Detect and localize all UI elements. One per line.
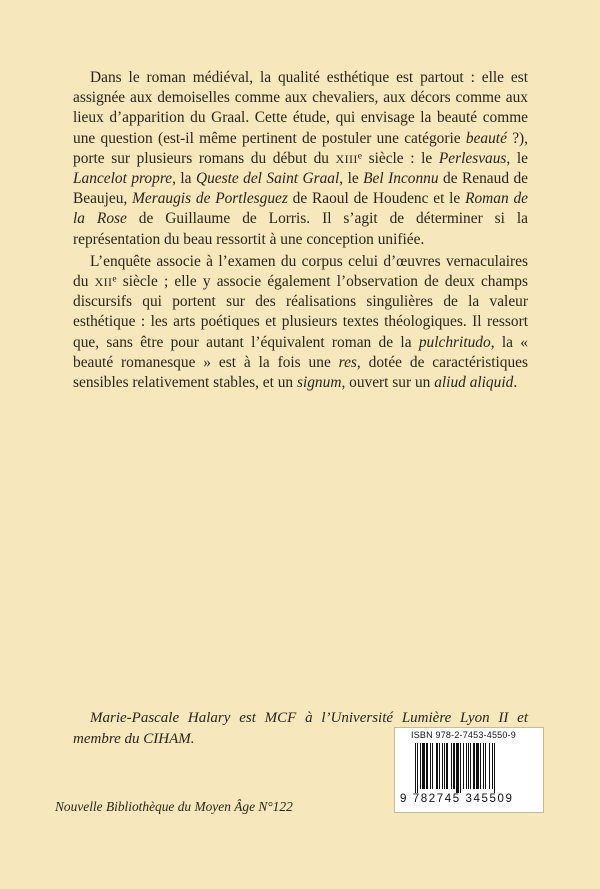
text-run: , la <box>172 170 196 188</box>
title-queste: Queste del Saint Graal <box>195 170 340 188</box>
text-run: , la « beauté romanesque » est à la fois une <box>73 333 528 371</box>
barcode <box>394 727 544 813</box>
author-note: Marie-Pascale Halary est MCF à l’Université Lumière Lyon II et membre du CIHAM. <box>73 710 528 747</box>
text-run: ?), porte sur plusieurs romans du début du <box>73 129 528 167</box>
text-run: de Renaud de Beaujeu, <box>73 170 528 208</box>
series-title: Nouvelle Bibliothèque du Moyen Âge N°122 <box>55 799 293 814</box>
barcode-bars <box>415 743 525 793</box>
title-lancelot: Lancelot propre <box>73 170 173 188</box>
isbn-label: ISBN 978-2-7453-4550-9 <box>411 730 516 740</box>
text-run: de Raoul de Houdenc et le <box>287 190 466 208</box>
title-perlesvaus: Perlesvaus <box>438 149 507 167</box>
text-run: , le <box>339 170 364 188</box>
text-run: L’enquête associe à l’examen du corpus celui d’œuvres vernaculaires du <box>73 252 528 291</box>
italic-term: aliud aliquid <box>434 374 514 392</box>
italic-term: beauté <box>465 129 507 147</box>
text-run: , le <box>506 149 528 167</box>
text-run: . <box>513 374 518 392</box>
superscript: e <box>357 150 362 162</box>
italic-term: res <box>338 353 357 371</box>
summary-paragraph-1 <box>73 68 528 250</box>
text-run: Dans le roman médiéval, la qualité esthétique est partout : elle est assignée aux demoiselles comme aux chevaliers, aux décors comme aux lieux d’apparition du Graal. Cette étude, qui envisage la beauté comme une question (est-il même pertinent de postuler une catégorie <box>73 69 528 147</box>
title-meraugis: Meraugis de Portlesguez <box>132 190 288 208</box>
century-numeral: XIII <box>335 151 358 166</box>
italic-term: signum <box>296 374 342 392</box>
barcode-digits: 9 782745 345509 <box>400 793 514 805</box>
text-run: , dotée de caractéristiques sensibles relativement stables, et un <box>73 353 528 392</box>
back-cover-text <box>73 68 528 393</box>
superscript: e <box>112 273 117 285</box>
italic-term: pulchritudo <box>418 333 491 351</box>
text-run: de Guillaume de Lorris. Il s’agit de déterminer si la représentation du beau ressortit à une conception unifiée. <box>73 210 528 248</box>
century-numeral: XII <box>94 275 113 290</box>
title-roman-rose: Roman de la Rose <box>73 190 528 228</box>
title-bel-inconnu: Bel Inconnu <box>363 170 439 188</box>
summary-paragraph-2 <box>73 252 528 393</box>
text-run: siècle : le <box>361 149 439 167</box>
text-run: , ouvert sur un <box>341 374 435 392</box>
text-run: siècle ; elle y associe également l’observation de deux champs discursifs qui portent sur des réalisations singulières de la valeur esthétique : les arts poétiques et plusieurs textes théologiques. Il ressort que, sans être pour autant l’équivalent roman de la <box>73 273 528 351</box>
